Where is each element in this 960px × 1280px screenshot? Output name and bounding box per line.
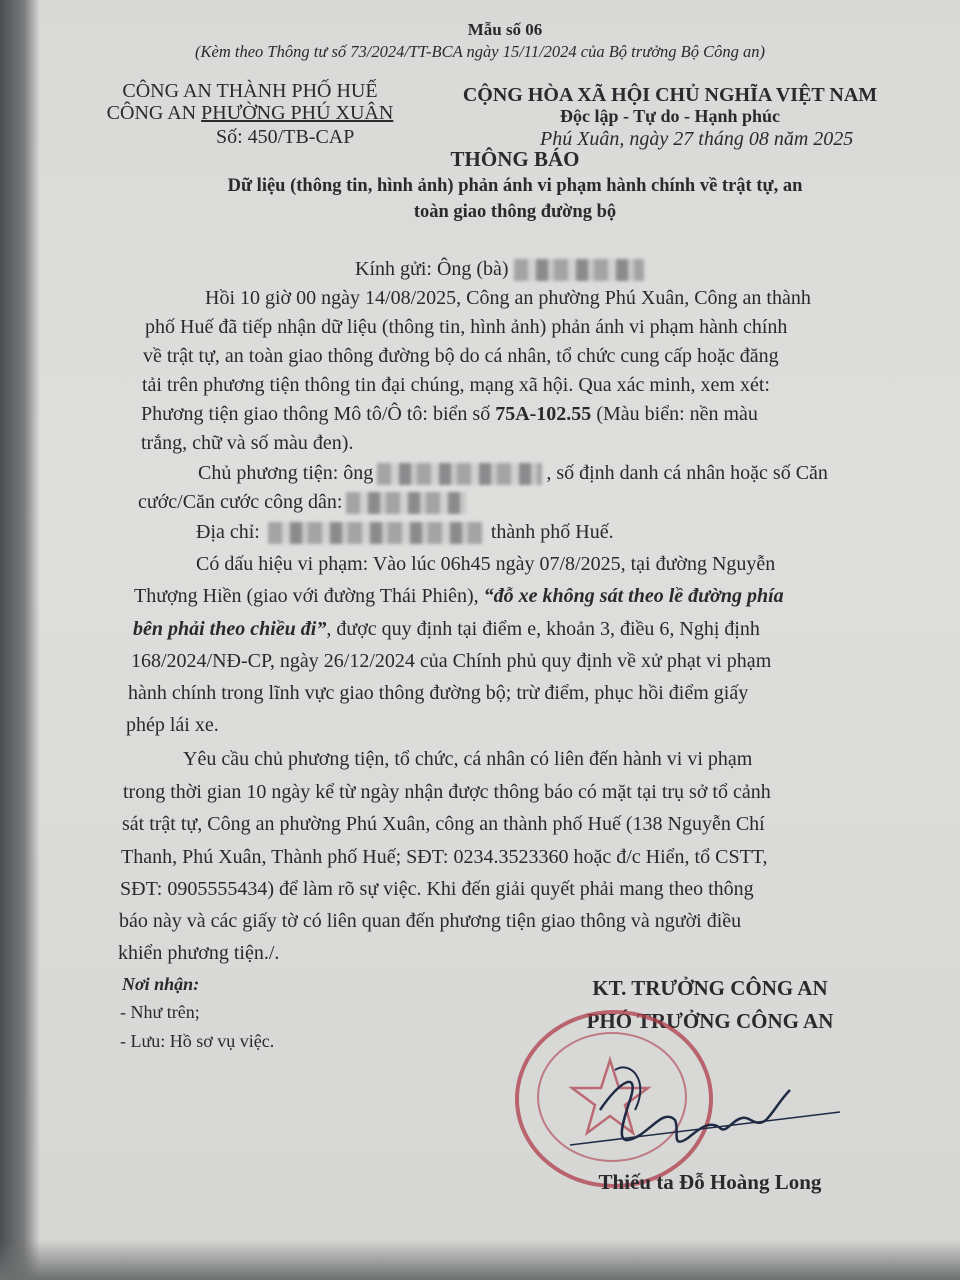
paragraph-line: Có dấu hiệu vi phạm: Vào lúc 06h45 ngày 07/8/2025, tại đường Nguyễn (196, 553, 776, 575)
violation-description: “đỗ xe không sát theo lề đường phía (483, 585, 784, 607)
document-number: Số: 450/TB-CAP (216, 126, 355, 148)
paragraph-line: Hồi 10 giờ 00 ngày 14/08/2025, Công an phường Phú Xuân, Công an thành (205, 287, 811, 309)
address-city: thành phố Huế. (490, 521, 614, 543)
owner-id-line (138, 491, 466, 514)
paragraph-line: báo này và các giấy tờ có liên quan đến phương tiện giao thông và người điều (119, 910, 742, 932)
violation-line (134, 585, 784, 608)
vehicle-text: Phương tiện giao thông Mô tô/Ô tô: biển số (141, 403, 496, 425)
issuer-line2-ward: PHƯỜNG PHÚ XUÂN (201, 102, 394, 124)
redacted-citizen-id (346, 492, 466, 514)
issuer-line2 (80, 102, 420, 125)
owner-label: Chủ phương tiện: ông (198, 462, 374, 484)
recipient-item: - Lưu: Hồ sơ vụ việc. (120, 1031, 275, 1051)
paragraph-line: sát trật tự, Công an phường Phú Xuân, công an thành phố Huế (138 Nguyễn Chí (122, 813, 765, 835)
form-number: Mẫu số 06 (467, 20, 543, 39)
greeting-text: Kính gửi: Ông (bà) (355, 258, 509, 280)
issuer-line2-prefix: CÔNG AN (106, 102, 202, 124)
paragraph-line: trắng, chữ và số màu đen). (141, 432, 354, 454)
place-date: Phú Xuân, ngày 27 tháng 08 năm 2025 (540, 128, 854, 150)
signature-role2: PHÓ TRƯỞNG CÔNG AN (586, 1009, 834, 1033)
redacted-address (268, 522, 483, 544)
issuer-line1: CÔNG AN THÀNH PHỐ HUẾ (122, 80, 378, 102)
owner-line (198, 462, 828, 485)
license-plate: 75A-102.55 (495, 403, 592, 425)
page-title: THÔNG BÁO (450, 147, 580, 171)
address-label: Địa chỉ: (196, 521, 260, 543)
regulation-ref: , được quy định tại điểm e, khoản 3, điều 6, Nghị định (326, 618, 760, 640)
paragraph-line: phép lái xe. (126, 714, 219, 736)
paragraph-line: 168/2024/NĐ-CP, ngày 26/12/2024 của Chính phủ quy định về xử phạt vi phạm (131, 650, 772, 672)
paragraph-line: về trật tự, an toàn giao thông đường bộ do cá nhân, tổ chức cung cấp hoặc đăng (143, 345, 779, 367)
recipient-item: - Như trên; (120, 1002, 200, 1022)
citizen-id-label: cước/Căn cước công dân: (138, 491, 343, 513)
violation-description-end: bên phải theo chiều đi” (133, 618, 327, 640)
vehicle-line (141, 403, 758, 426)
republic-name: CỘNG HÒA XÃ HỘI CHỦ NGHĨA VIỆT NAM (462, 84, 878, 106)
recipients-label: Nơi nhận: (122, 974, 200, 994)
violation-location: Thượng Hiền (giao với đường Thái Phiên), (134, 585, 484, 607)
handwritten-signature (560, 1040, 850, 1180)
republic-motto: Độc lập - Tự do - Hạnh phúc (559, 106, 781, 126)
form-reference: (Kèm theo Thông tư số 73/2024/TT-BCA ngày 15/11/2024 của Bộ trưởng Bộ Công an) (195, 42, 765, 61)
paragraph-line: Thanh, Phú Xuân, Thành phố Huế; SĐT: 0234.3523360 hoặc đ/c Hiển, tổ CSTT, (121, 846, 768, 868)
plate-color-text: (Màu biển: nền màu (591, 403, 758, 425)
redacted-recipient (514, 259, 644, 281)
paragraph-line: Yêu cầu chủ phương tiện, tổ chức, cá nhân có liên đến hành vi vi phạm (183, 748, 753, 770)
greeting (355, 258, 644, 281)
page-shadow-bottom (0, 1240, 960, 1280)
title-sub-line1: Dữ liệu (thông tin, hình ảnh) phản ánh vi phạm hành chính về trật tự, an (227, 176, 803, 196)
paragraph-line: hành chính trong lĩnh vực giao thông đường bộ; trừ điểm, phục hồi điểm giấy (128, 682, 749, 704)
paragraph-line: khiển phương tiện./. (118, 942, 280, 964)
violation-line (133, 618, 760, 641)
paragraph-line: tải trên phương tiện thông tin đại chúng, mạng xã hội. Qua xác minh, xem xét: (142, 374, 770, 396)
paragraph-line: trong thời gian 10 ngày kể từ ngày nhận được thông báo có mặt tại trụ sở tổ cảnh (123, 781, 771, 803)
signature-role1: KT. TRƯỞNG CÔNG AN (592, 976, 828, 1000)
address-line (196, 521, 614, 544)
title-sub-line2: toàn giao thông đường bộ (413, 202, 617, 222)
owner-id-label: , số định danh cá nhân hoặc số Căn (546, 462, 828, 484)
redacted-owner-name (377, 463, 542, 485)
signer-name: Thiếu ta Đỗ Hoàng Long (598, 1170, 822, 1194)
paragraph-line: SĐT: 0905555434) để làm rõ sự việc. Khi đến giải quyết phải mang theo thông (120, 878, 754, 900)
paragraph-line: phố Huế đã tiếp nhận dữ liệu (thông tin, hình ảnh) phản ánh vi phạm hành chính (145, 316, 788, 338)
